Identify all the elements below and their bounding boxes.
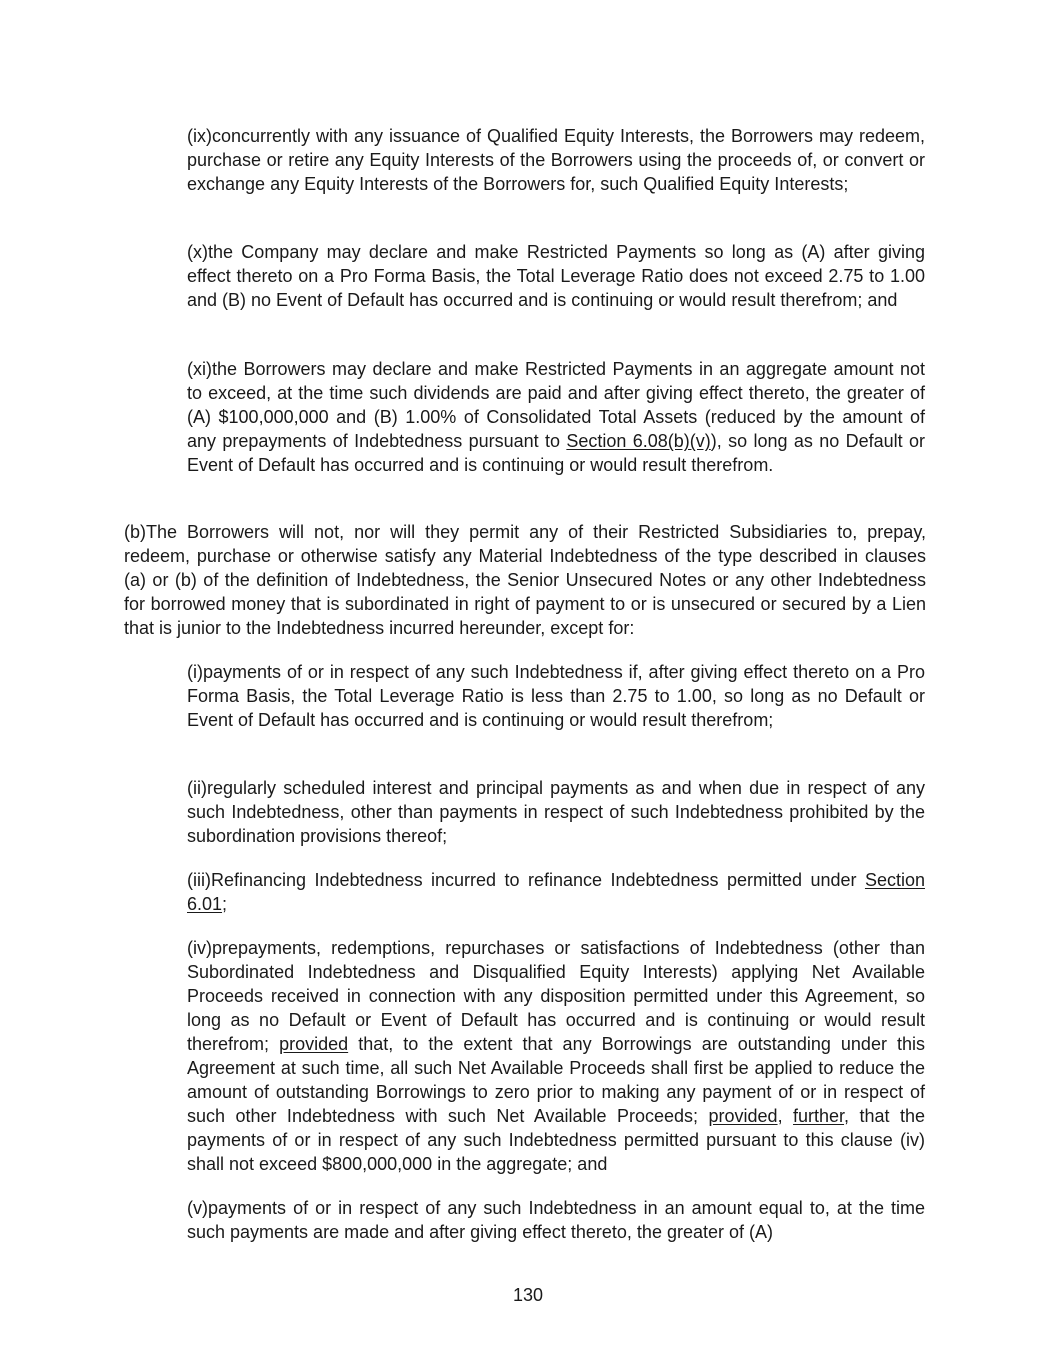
provided-term-2: provided [708, 1106, 778, 1126]
paragraph-xi [187, 357, 925, 477]
clause-text-iii-part1: Refinancing Indebtedness incurred to refinance Indebtedness permitted under [211, 870, 865, 890]
clause-text-xi-part1: the Borrowers may declare and make Restricted Payments in an aggregate amount not to exceed, at the time such dividends are paid and after giving effect thereto, the greater of (A) $100,000,000 and (B) 1.00% of Consolidated Total Assets (reduced by the amount of any prepayments of Indebtedness pursuant to [187, 359, 925, 451]
clause-text-x: the Company may declare and make Restricted Payments so long as (A) after giving effect thereto on a Pro Forma Basis, the Total Leverage Ratio does not exceed 2.75 to 1.00 and (B) no Event of Default has occurred and is continuing or would result therefrom; and [187, 242, 925, 310]
paragraph-x [187, 240, 925, 312]
clause-marker-v: (v) [187, 1198, 208, 1218]
paragraph-b [124, 520, 926, 640]
clause-text-iv-comma: , [777, 1106, 794, 1126]
paragraph-ix [187, 124, 925, 196]
clause-marker-iv: (iv) [187, 938, 212, 958]
clause-text-iv-part1: prepayments, redemptions, repurchases or satisfactions of Indebtedness (other than Subordinated Indebtedness and Disqualified Equity Interests) applying Net Available Proceeds received in connection with any disposition permitted under this Agreement, so long as no Default or Event of Default has occurred and is continuing or would result therefrom; [187, 938, 925, 1054]
clause-marker-xi: (xi) [187, 359, 212, 379]
clause-marker-ii: (ii) [187, 778, 207, 798]
clause-text-iv-part3: , that the payments of or in respect of any such Indebtedness permitted pursuant to this clause (iv) shall not exceed $800,000,000 in the aggregate; and [187, 1106, 925, 1174]
section-reference-6-08: Section 6.08(b)(v) [566, 431, 711, 451]
clause-marker-iii: (iii) [187, 870, 211, 890]
clause-marker-x: (x) [187, 242, 208, 262]
further-term: further [793, 1106, 845, 1126]
paragraph-iv [187, 936, 925, 1176]
section-reference-6-01: Section 6.01 [187, 870, 925, 914]
clause-text-b: The Borrowers will not, nor will they permit any of their Restricted Subsidiaries to, prepay, redeem, purchase or otherwise satisfy any Material Indebtedness of the type described in clauses (a) or (b) of the definition of Indebtedness, the Senior Unsecured Notes or any other Indebtedness for borrowed money that is subordinated in right of payment to or is unsecured or secured by a Lien that is junior to the Indebtedness incurred hereunder, except for: [124, 522, 926, 638]
provided-term-1: provided [279, 1034, 349, 1054]
clause-text-i: payments of or in respect of any such Indebtedness if, after giving effect thereto on a Pro Forma Basis, the Total Leverage Ratio is less than 2.75 to 1.00, so long as no Default or Event of Default has occurred and is continuing or would result therefrom; [187, 662, 925, 730]
paragraph-ii [187, 776, 925, 848]
clause-marker-i: (i) [187, 662, 203, 682]
paragraph-i [187, 660, 925, 732]
page-number: 130 [512, 1285, 544, 1305]
clause-text-v: payments of or in respect of any such Indebtedness in an amount equal to, at the time such payments are made and after giving effect thereto, the greater of (A) [187, 1198, 925, 1242]
clause-text-iii-part2: ; [222, 894, 228, 914]
clause-text-ix: concurrently with any issuance of Qualified Equity Interests, the Borrowers may redeem, purchase or retire any Equity Interests of the Borrowers using the proceeds of, or convert or exchange any Equity Interests of the Borrowers for, such Qualified Equity Interests; [187, 126, 925, 194]
clause-marker-b: (b) [124, 522, 146, 542]
paragraph-v [187, 1196, 925, 1244]
clause-text-xi-part2: ), so long as no Default or Event of Default has occurred and is continuing or would result therefrom. [187, 431, 925, 475]
paragraph-iii [187, 868, 925, 916]
clause-text-ii: regularly scheduled interest and principal payments as and when due in respect of any such Indebtedness, other than payments in respect of such Indebtedness prohibited by the subordination provisions thereof; [187, 778, 925, 846]
clause-text-iv-part2: that, to the extent that any Borrowings are outstanding under this Agreement at such time, all such Net Available Proceeds shall first be applied to reduce the amount of outstanding Borrowings to zero prior to making any payment of or in respect of such other Indebtedness with such Net Available Proceeds; [187, 1034, 926, 1126]
clause-marker-ix: (ix) [187, 126, 212, 146]
